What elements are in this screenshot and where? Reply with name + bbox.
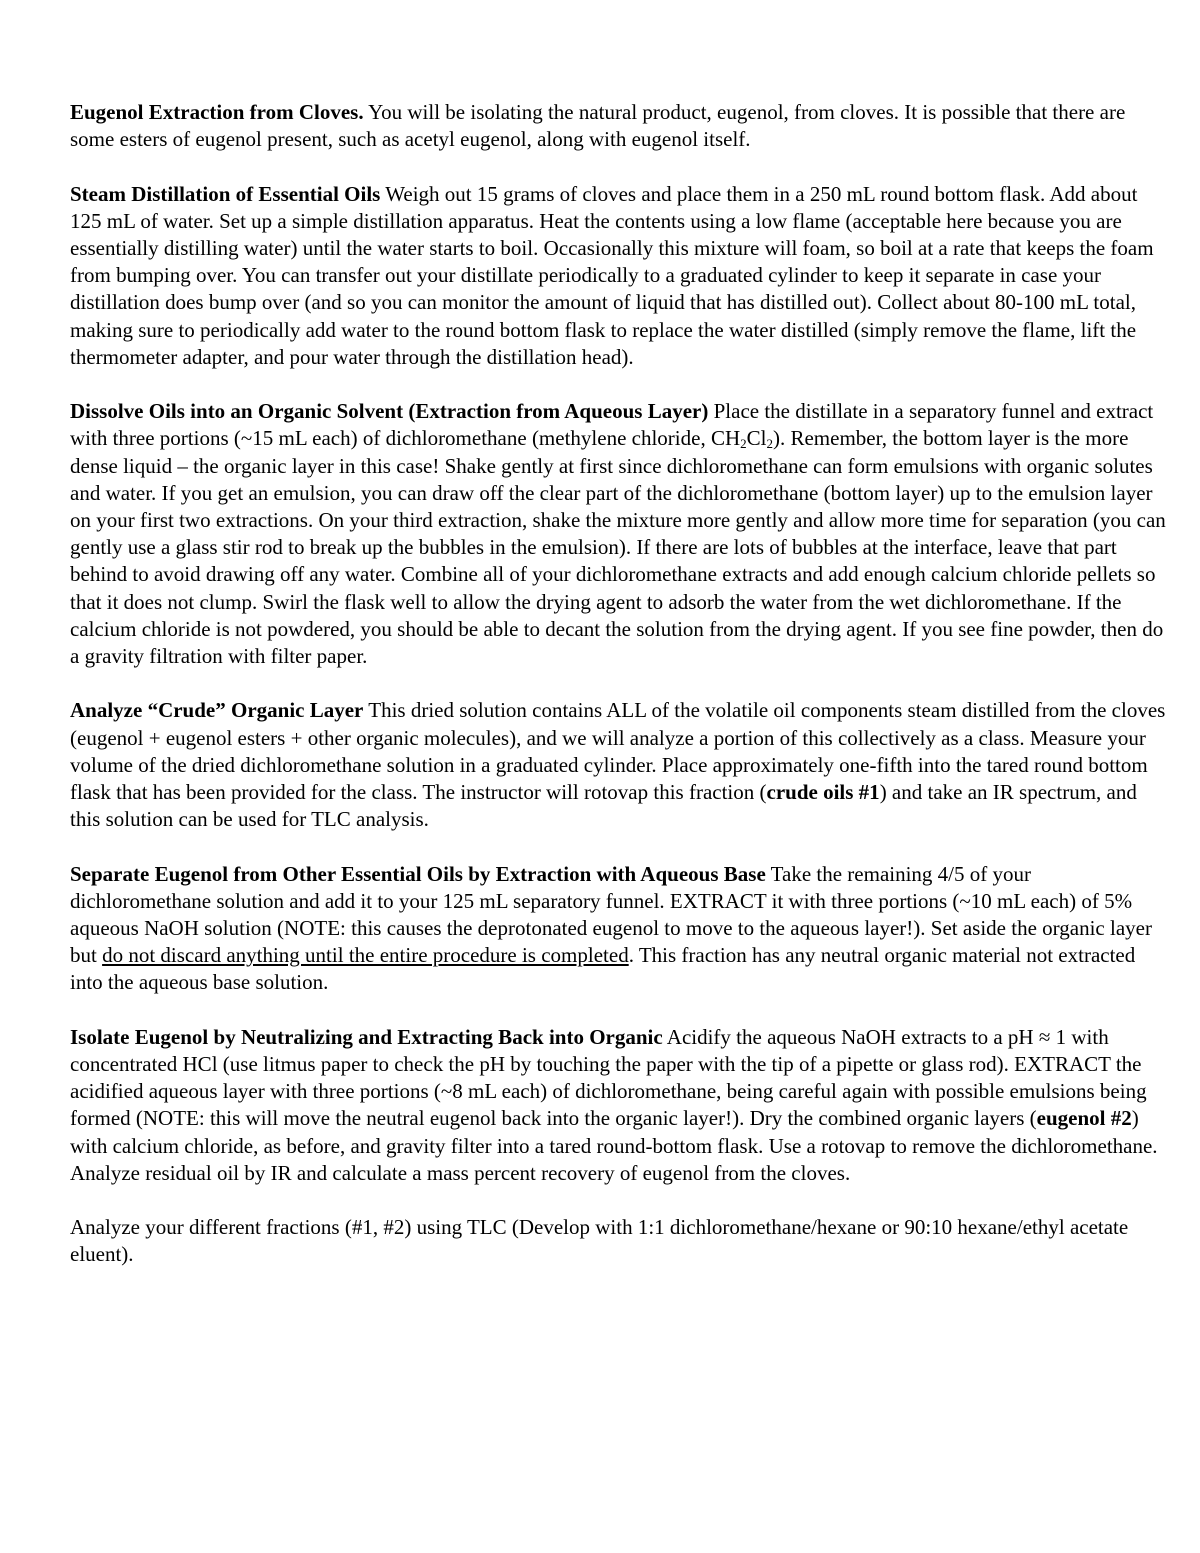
bold-crude-oils: crude oils #1 (766, 780, 880, 805)
heading-analyze-crude: Analyze “Crude” Organic Layer (70, 698, 364, 723)
paragraph-steam-distillation (70, 181, 1170, 371)
paragraph-text: Place the distillate in a separatory funnel and extract with three portions (~15 mL each) of dichloromethane (methylene chloride, CH (70, 399, 1154, 451)
document-body (70, 99, 1170, 1296)
paragraph-text: ) with calcium chloride, as before, and gravity filter into a tared round-bottom flask. Use a rotovap to remove the dichloromethane. Analyze residual oil by IR and calculate a mass percent recovery of eugenol from the cloves. (70, 1106, 1158, 1185)
heading-dissolve-oils: Dissolve Oils into an Organic Solvent (Extraction from Aqueous Layer) (70, 399, 709, 424)
heading-separate-eugenol: Separate Eugenol from Other Essential Oils by Extraction with Aqueous Base (70, 861, 766, 886)
heading-eugenol-extraction: Eugenol Extraction from Cloves. (70, 100, 364, 124)
paragraph-separate-eugenol (70, 861, 1170, 997)
paragraph-intro (70, 99, 1170, 153)
underlined-warning: do not discard anything until the entire procedure is completed (102, 943, 629, 968)
paragraph-text: Acidify the aqueous NaOH extracts to a pH ≈ 1 with concentrated HCl (use litmus paper to check the pH by touching the paper with the tip of a pipette or glass rod). EXTRACT the acidified aqueous layer with three portions (~8 mL each) of dichloromethane, being careful again with possible emulsions being formed (NOTE: this will move the neutral eugenol back into the organic layer!). Dry the combined organic layers ( (70, 1024, 1147, 1131)
paragraph-isolate-eugenol (70, 1024, 1170, 1187)
subscript: 2 (740, 436, 747, 452)
paragraph-text: ) and take an IR spectrum, and this solution can be used for TLC analysis. (70, 780, 1137, 832)
paragraph-text: This dried solution contains ALL of the volatile oil components steam distilled from the cloves (eugenol + eugenol esters + other organic molecules), and we will analyze a portion of this collectively as a class. Measure your volume of the dried dichloromethane solution in a graduated cylinder. Place approximately one-fifth into the tared round bottom flask that has been provided for the class. The instructor will rotovap this fraction ( (70, 698, 1166, 805)
paragraph-text: . This fraction has any neutral organic material not extracted into the aqueous base solution. (70, 943, 1136, 995)
bold-eugenol-2: eugenol #2 (1036, 1106, 1132, 1131)
paragraph-analyze-crude (70, 697, 1170, 833)
paragraph-analyze-fractions (70, 1214, 1170, 1268)
heading-isolate-eugenol: Isolate Eugenol by Neutralizing and Extracting Back into Organic (70, 1024, 663, 1049)
paragraph-text: ). Remember, the bottom layer is the more dense liquid – the organic layer in this case! Shake gently at first since dichloromethane can form emulsions with organic solutes and water. If you get an emulsion, you can draw off the clear part of the dichloromethane (bottom layer) up to the emulsion layer on your first two extractions. On your third extraction, shake the mixture more gently and allow more time for separation (you can gently use a glass stir rod to break up the bubbles in the emulsion). If there are lots of bubbles at the interface, leave that part behind to avoid drawing off any water. Combine all of your dichloromethane extracts and add enough calcium chloride pellets so that it does not clump. Swirl the flask well to allow the drying agent to adsorb the water from the wet dichloromethane. If the calcium chloride is not powdered, you should be able to decant the solution from the drying agent. If you see fine powder, then do a gravity filtration with filter paper. (70, 426, 1166, 669)
subscript: 2 (766, 436, 773, 452)
paragraph-text: Take the remaining 4/5 of your dichloromethane solution and add it to your 125 mL separatory funnel. EXTRACT it with three portions (~10 mL each) of 5% aqueous NaOH solution (NOTE: this causes the deprotonated eugenol to move to the aqueous layer!). Set aside the organic layer but (70, 861, 1152, 968)
paragraph-text: Weigh out 15 grams of cloves and place them in a 250 mL round bottom flask. Add about 125 mL of water. Set up a simple distillation apparatus. Heat the contents using a low flame (acceptable here because you are essentially distilling water) until the water starts to boil. Occasionally this mixture will foam, so boil at a rate that keeps the foam from bumping over. You can transfer out your distillate periodically to a graduated cylinder to keep it separate in case your distillation does bump over (and so you can monitor the amount of liquid that has distilled out). Collect about 80-100 mL total, making sure to periodically add water to the round bottom flask to replace the water distilled (simply remove the flame, lift the thermometer adapter, and pour water through the distillation head). (70, 181, 1154, 369)
paragraph-text: You will be isolating the natural product, eugenol, from cloves. It is possible that there are some esters of eugenol present, such as acetyl eugenol, along with eugenol itself. (70, 100, 1126, 152)
paragraph-dissolve-oils (70, 398, 1170, 670)
heading-steam-distillation: Steam Distillation of Essential Oils (70, 181, 381, 206)
paragraph-text: Analyze your different fractions (#1, #2) using TLC (Develop with 1:1 dichloromethane/hexane or 90:10 hexane/ethyl acetate eluent). (70, 1215, 1129, 1267)
formula-text: Cl (746, 426, 767, 451)
